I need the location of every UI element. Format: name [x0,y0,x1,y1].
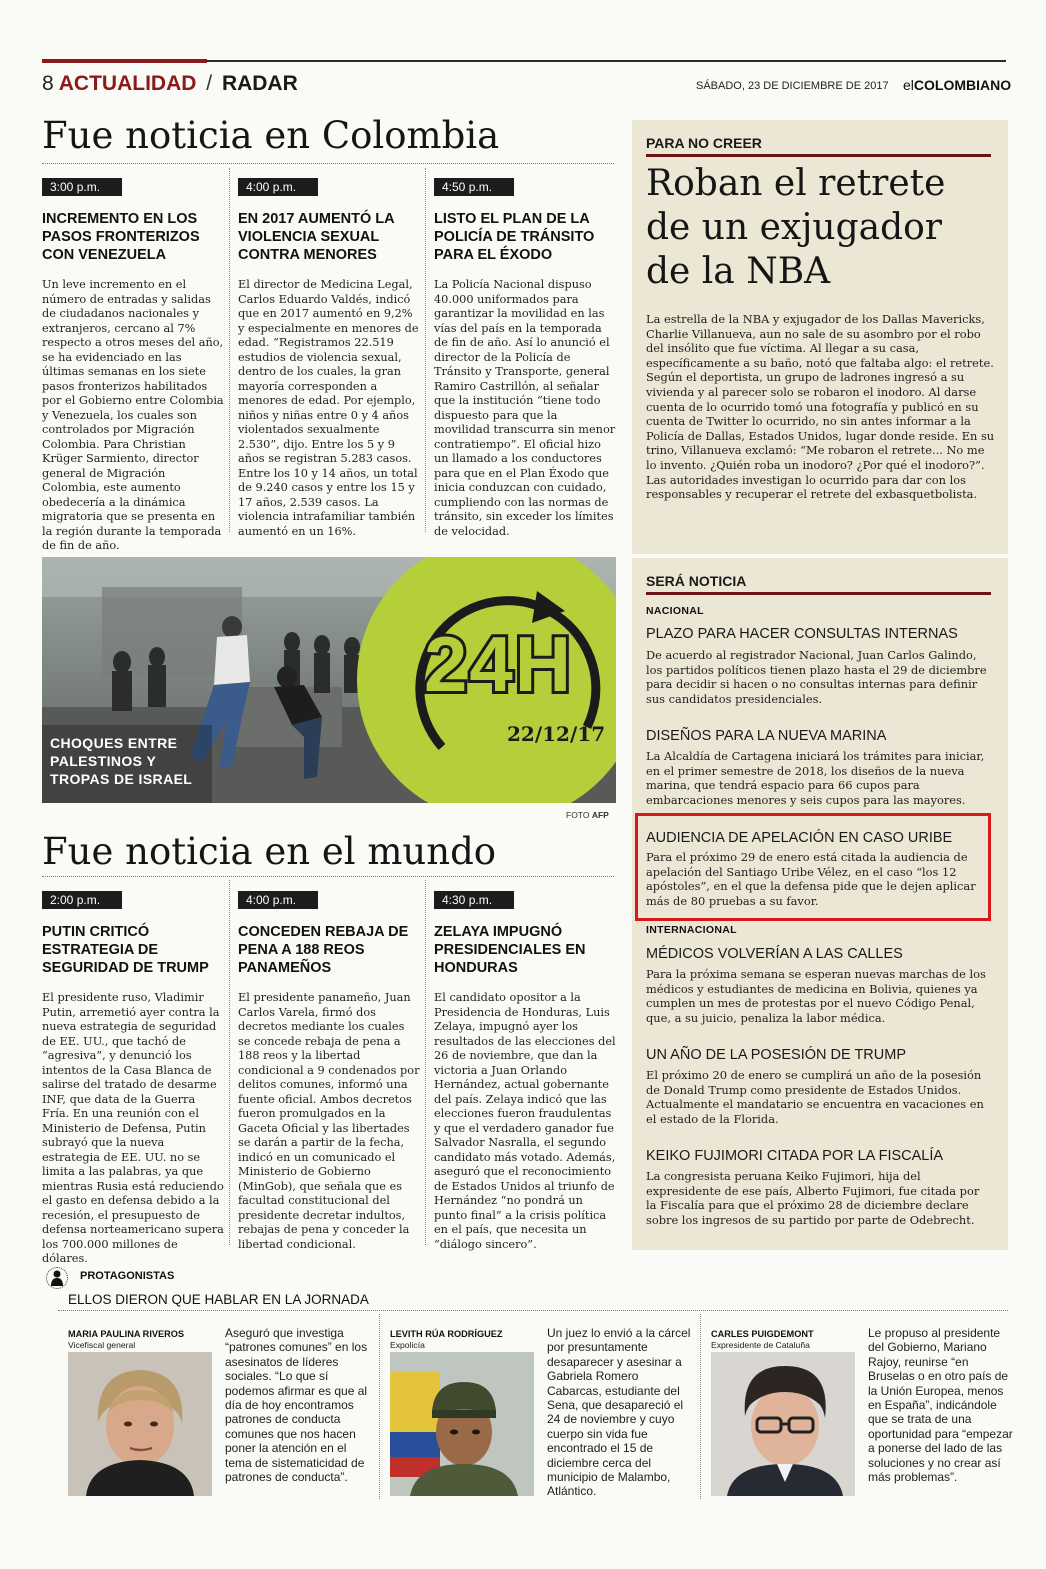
section-separator: / [206,72,213,95]
panel-rule [646,592,991,595]
sera-body: Para el próximo 29 de enero está citada la audiencia de apelación del Santiago Uribe Vélez, en el caso “los 12 apóstoles”, en el que la defensa pide que le dejen aplicar más de 80 pruebas a su favor. [646,850,976,908]
sera-body: La congresista peruana Keiko Fujimori, hija del expresidente de ese país, Alberto Fujimori, fue citada por la Fiscalía para que el próximo 28 de diciembre declare sobre los ingresos de su partido por parte de Odebrecht. [646,1169,980,1227]
news-body: El candidato opositor a la Presidencia de Honduras, Luis Zelaya, impugnó ayer los resultados de las elecciones del 26 de noviembre, que dan la victoria a Juan Orlando Hernández, actual gobernante del país. Zelaya indicó que las elecciones fueron fraudulentas y que el verdadero ganador fue Salvador Nasralla, el segundo candidato más votado. Además, aseguró que el reconocimiento de Estados Unidos al triunfo de Hernández “no pondrá un punto final” a la crisis política en el país, que necesita un “diálogo sincero”. [434,991,616,1251]
news-item [434,891,616,1252]
colombia-title: Fue noticia en Colombia [42,114,500,157]
protagonistas-subtitle: ELLOS DIERON QUE HABLAR EN LA JORNADA [68,1292,369,1307]
news-headline[interactable]: EN 2017 AUMENTÓ LA VIOLENCIA SEXUAL CONTRA MENORES [238,211,395,263]
news-body: El presidente ruso, Vladimir Putin, arremetió ayer contra la nueva estrategia de seguridad de EE. UU., que tachó de “agresiva”, y denunció los intentos de la Casa Blanca de salirse del tratado de desarme INF, que data de la Guerra Fría. En una reunión con el Ministerio de Defensa, Putin subrayó que la nueva estrategia de EE. UU. no se limita a las palabras, ya que mientras Rusia está reduciendo el gasto en defensa debido a la recesión, el presupuesto de defensa norteamericano supera los 700.000 millones de dólares. [42,991,224,1265]
internacional-label: INTERNACIONAL [646,924,737,936]
divider [58,1310,1008,1311]
sera-body: Para la próxima semana se esperan nuevas marchas de los médicos y estudiantes de medicina en Bolivia, quienes ya cumplen un mes de protestas por el nuevo Código Penal, que, a su juicio, penaliza la labor médica. [646,967,986,1025]
protagonist-name[interactable]: MARIA PAULINA RIVEROS [68,1329,185,1339]
page-number: 8 [42,72,54,95]
news-headline[interactable]: INCREMENTO EN LOS PASOS FRONTERIZOS CON VENEZUELA [42,211,200,263]
time-badge: 3:00 p.m. [42,178,122,196]
sera-headline[interactable]: UN AÑO DE LA POSESIÓN DE TRUMP [646,1047,906,1063]
para-no-creer-panel [632,120,1008,554]
issue-date: SÁBADO, 23 DE DICIEMBRE DE 2017 [696,80,889,92]
news-body: El director de Medicina Legal, Carlos Eduardo Valdés, indicó que en 2017 aumentó en 9,2% y especialmente en menores de edad. “Registramos 22.519 estudios de violencia sexual, dentro de los cuales, la gran mayoría corresponden a menores de edad. Por ejemplo, niños y niñas entre 0 y 4 años violentados sexualmente 2.530”, dijo. Entre los 5 y 9 años se registran 5.283 casos. Entre los 10 y 14 años, un total de 9.240 casos y entre los 15 y 17 años, 2.539 casos. La violencia intrafamiliar también aumentó en un 16%. [238,278,419,538]
news-headline[interactable]: CONCEDEN REBAJA DE PENA A 188 REOS PANAMEÑOS [238,924,409,976]
protagonist-quote: Le propuso al presidente del Gobierno, Mariano Rajoy, reunirse “en Bruselas o en otro país de la Unión Europea, menos en España”, indicándole que se trata de una oportunidad para “empezar a ponerse del lado de las soluciones y no crear así más problemas”. [868,1326,1013,1485]
protagonist-quote: Aseguró que investiga “patrones comunes” en los asesinatos de líderes sociales. “Lo que sí podemos afirmar es que al día de hoy encontramos patrones de conducta comunes que nos hacen poner la atención en el tema de sistematicidad de patrones de conducta”. [225,1326,368,1485]
protagonist-role: Expresidente de Cataluña [711,1340,810,1350]
news-item [42,891,224,1267]
nacional-label: NACIONAL [646,605,704,617]
avatar [390,1352,534,1496]
divider [425,880,426,1245]
panel-tag: SERÁ NOTICIA [646,573,747,589]
time-badge: 4:30 p.m. [434,891,514,909]
news-body: El presidente panameño, Juan Carlos Varela, firmó dos decretos mediante los cuales se concede rebaja de pena a 188 reos y la libertad condicional a 9 condenados por delitos comunes, informó una fuente oficial. Ambos decretos fueron promulgados en la Gaceta Oficial y las libertades se darán a partir de la fecha, indicó en un comunicado el Ministerio de Gobierno (MinGob), que señala que es facultad constitucional del presidente decretar indultos, rebajas de pena y conceder la libertad condicional. [238,991,420,1251]
divider [229,880,230,1245]
sera-body: El próximo 20 de enero se cumplirá un año de la posesión de Donald Trump como presidente de Estados Unidos. Actualmente el mandatario se encuentra en vacaciones en el estado de la Florida. [646,1068,984,1126]
newspaper-logo: elCOLOMBIANO [903,77,1012,93]
protagonist-role: Vicefiscal general [68,1340,136,1350]
subsection-name[interactable]: RADAR [221,72,298,95]
sera-headline[interactable]: DISEÑOS PARA LA NUEVA MARINA [646,728,887,744]
divider [425,168,426,532]
photo-credit: FOTO AFP [566,810,609,820]
sera-headline[interactable]: KEIKO FUJIMORI CITADA POR LA FISCALÍA [646,1148,944,1164]
section-header [42,72,298,96]
news-item [238,891,420,1252]
time-badge: 2:00 p.m. [42,891,122,909]
news-headline[interactable]: LISTO EL PLAN DE LA POLICÍA DE TRÁNSITO PARA EL ÉXODO [434,211,595,263]
sera-headline[interactable]: PLAZO PARA HACER CONSULTAS INTERNAS [646,626,958,642]
news-headline[interactable]: PUTIN CRITICÓ ESTRATEGIA DE SEGURIDAD DE TRUMP [42,924,209,976]
avatar [711,1352,855,1496]
mundo-title: Fue noticia en el mundo [42,830,497,873]
avatar [68,1352,212,1496]
time-badge: 4:00 p.m. [238,178,318,196]
time-badge: 4:50 p.m. [434,178,514,196]
divider [379,1314,380,1499]
sera-headline[interactable]: MÉDICOS VOLVERÍAN A LAS CALLES [646,946,903,962]
news-photo[interactable] [42,557,616,803]
news-item [238,178,420,539]
divider [42,876,614,877]
divider [700,1314,701,1499]
protagonist-name[interactable]: CARLES PUIGDEMONT [711,1329,814,1339]
badge-date: 22/12/17 [507,722,606,746]
nba-headline[interactable]: Roban el retrete de un exjugador de la NBA [646,163,946,292]
sera-noticia-panel [632,558,1008,1250]
sera-body: De acuerdo al registrador Nacional, Juan Carlos Galindo, los partidos políticos tienen plazo hasta el 29 de diciembre para decidir si hacen o no consultas internas para definir sus candidatos presidenciales. [646,648,987,706]
news-body: La Policía Nacional dispuso 40.000 uniformados para garantizar la movilidad en las vías del país en la temporada de fin de año. Así lo anunció el director de la Policía de Tránsito y Transporte, general Ramiro Castrillón, al señalar que la institución “tiene todo dispuesto para que la movilidad transcurra sin menor contratiempo”. El oficial hizo un llamado a los conductores para que en el Plan Éxodo que inicia conduzcan con cuidado, cumpliendo con las normas de tránsito, sin exceder los límites de velocidad. [434,278,616,538]
person-icon [46,1267,68,1289]
news-item [434,178,616,539]
news-item [42,178,224,554]
divider [229,168,230,532]
sera-body: La Alcaldía de Cartagena iniciará los trámites para iniciar, en el primer semestre de 2018, los diseños de la nueva marina, que tendrá espacio para 66 cupos para embarcaciones menores y seis cupos para las mayores. [646,749,985,807]
divider [42,163,614,164]
panel-rule [646,154,991,157]
nba-body: La estrella de la NBA y exjugador de los Dallas Mavericks, Charlie Villanueva, aun no sale de su asombro por el robo del insólito que fue víctima. Al llegar a su casa, específicamente a su baño, notó que faltaba algo: el retrete. Según el deportista, un grupo de ladrones ingresó a su vivienda y al parecer solo se robaron el inodoro. Al darse cuenta de lo ocurrido tomó una fotografía y publicó en su cuenta de Twitter lo ocurrido, no sin antes informar a la Policía de Dallas, Estados Unidos, lugar donde reside. En su trino, Villanueva exclamó: “Me robaron el retrete... No me lo invento. ¿Quién roba un inodoro? ¿Por qué el inodoro?”. Las autoridades investigan lo ocurrido para dar con los responsables y recuperar el retrete del exbasquetbolista. [646,312,995,502]
photo-caption: CHOQUES ENTRE PALESTINOS Y TROPAS DE ISRAEL [50,735,193,787]
protagonist-name[interactable]: LEVITH RÚA RODRÍGUEZ [390,1329,503,1339]
protagonistas-tag: PROTAGONISTAS [80,1270,175,1282]
protagonist-quote: Un juez lo envió a la cárcel por presuntamente desaparecer y asesinar a Gabriela Romero Cabarcas, estudiante del Sena, que desapareció el 24 de noviembre y cuyo cuerpo sin vida fue encontrado el 15 de diciembre cerca del municipio de Malambo, Atlántico. [547,1326,691,1499]
header-rule [42,60,1006,62]
24h-badge: 24H [424,620,574,708]
news-headline[interactable]: ZELAYA IMPUGNÓ PRESIDENCIALES EN HONDURAS [434,924,586,976]
section-name[interactable]: ACTUALIDAD [58,72,197,95]
panel-tag: PARA NO CREER [646,135,762,151]
sera-headline-highlighted[interactable]: AUDIENCIA DE APELACIÓN EN CASO URIBE [646,830,953,846]
time-badge: 4:00 p.m. [238,891,318,909]
news-body: Un leve incremento en el número de entradas y salidas de ciudadanos nacionales y extranjeros, cercano al 7% respecto a otros meses del año, se ha evidenciado en las últimas semanas en los siete pasos fronterizos habilitados por el Gobierno entre Colombia y Venezuela, los cuales son controlados por Migración Colombia. Para Christian Krüger Sarmiento, director general de Migración Colombia, este aumento obedecería a la dinámica migratoria que se presenta en la región durante la temporada de fin de año. [42,278,224,552]
protagonist-role: Expolicía [390,1340,425,1350]
